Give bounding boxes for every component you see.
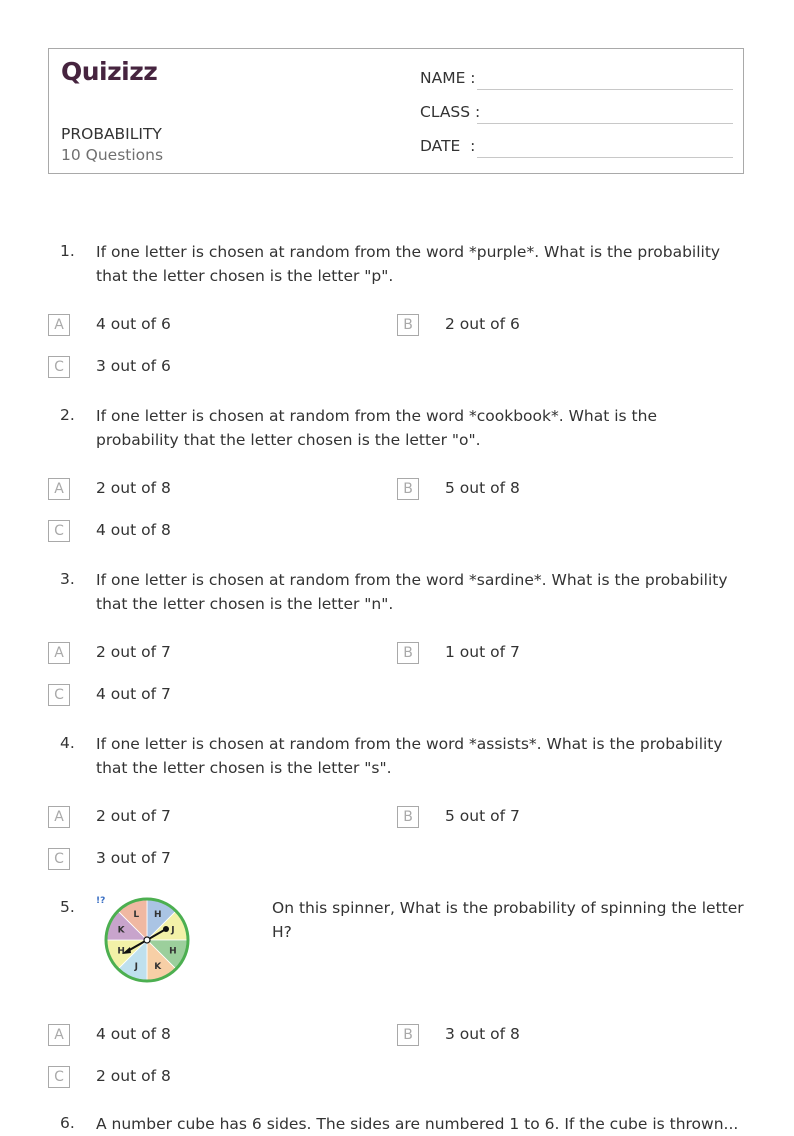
option-a-box[interactable]: A bbox=[48, 1024, 70, 1046]
option-a-text: 4 out of 6 bbox=[96, 315, 171, 333]
question-text: If one letter is chosen at random from the word *sardine*. What is the probability that the letter chosen is the letter "n". bbox=[96, 571, 728, 613]
option-b-box[interactable]: B bbox=[397, 314, 419, 336]
date-label: DATE : bbox=[420, 137, 476, 155]
option-a-text: 2 out of 7 bbox=[96, 807, 171, 825]
spinner-slice-label: H bbox=[117, 946, 125, 957]
option-b-box[interactable]: B bbox=[397, 642, 419, 664]
worksheet-header bbox=[48, 48, 744, 174]
question-number: 1. bbox=[60, 242, 75, 260]
question-number: 5. bbox=[60, 898, 75, 916]
question-text: A number cube has 6 sides. The sides are numbered 1 to 6. If the cube is thrown... bbox=[96, 1115, 739, 1133]
spinner-arrow-knob bbox=[163, 926, 169, 932]
option-b-text: 1 out of 7 bbox=[445, 643, 520, 661]
option-a-box[interactable]: A bbox=[48, 806, 70, 828]
spinner-slice-label: L bbox=[133, 910, 140, 921]
spinner-slice-label: K bbox=[154, 961, 162, 972]
option-c-box[interactable]: C bbox=[48, 520, 70, 542]
spinner-slice-label: J bbox=[171, 925, 175, 936]
question-text: If one letter is chosen at random from the word *purple*. What is the probability that the letter chosen is the letter "p". bbox=[96, 243, 721, 285]
spinner-image bbox=[96, 893, 196, 985]
option-a-text: 2 out of 8 bbox=[96, 479, 171, 497]
option-c-box[interactable]: C bbox=[48, 1066, 70, 1088]
name-label: NAME : bbox=[420, 69, 476, 87]
option-b-text: 3 out of 8 bbox=[445, 1025, 520, 1043]
option-b-text: 5 out of 8 bbox=[445, 479, 520, 497]
spinner-slice-label: K bbox=[117, 925, 125, 936]
class-label: CLASS : bbox=[420, 103, 481, 121]
option-b-box[interactable]: B bbox=[397, 806, 419, 828]
option-a-box[interactable]: A bbox=[48, 314, 70, 336]
option-c-text: 3 out of 7 bbox=[96, 849, 171, 867]
option-a-text: 2 out of 7 bbox=[96, 643, 171, 661]
question-number: 2. bbox=[60, 406, 75, 424]
class-line bbox=[477, 123, 733, 124]
option-c-text: 4 out of 7 bbox=[96, 685, 171, 703]
question-number: 6. bbox=[60, 1114, 75, 1132]
option-a-box[interactable]: A bbox=[48, 642, 70, 664]
spinner-slice-label: J bbox=[134, 961, 138, 972]
spinner-slice-label: H bbox=[153, 910, 162, 921]
option-a-text: 4 out of 8 bbox=[96, 1025, 171, 1043]
option-c-text: 2 out of 8 bbox=[96, 1067, 171, 1085]
question-number: 4. bbox=[60, 734, 75, 752]
date-line bbox=[477, 157, 733, 158]
name-line bbox=[477, 89, 733, 90]
worksheet-title: PROBABILITY bbox=[61, 125, 162, 143]
question-text: If one letter is chosen at random from the word *assists*. What is the probability that the letter chosen is the letter "s". bbox=[96, 735, 723, 777]
option-c-box[interactable]: C bbox=[48, 684, 70, 706]
option-a-box[interactable]: A bbox=[48, 478, 70, 500]
question-count: 10 Questions bbox=[61, 146, 164, 164]
option-c-box[interactable]: C bbox=[48, 848, 70, 870]
spinner-corner-mark: !? bbox=[96, 896, 106, 906]
option-c-text: 3 out of 6 bbox=[96, 357, 171, 375]
option-b-text: 2 out of 6 bbox=[445, 315, 520, 333]
spinner-slice-label: H bbox=[169, 946, 177, 957]
question-number: 3. bbox=[60, 570, 75, 588]
option-c-box[interactable]: C bbox=[48, 356, 70, 378]
quizizz-logo: Quizizz bbox=[61, 57, 158, 86]
question-text: If one letter is chosen at random from the word *cookbook*. What is the probability that the letter chosen is the letter "o". bbox=[96, 407, 657, 449]
option-b-box[interactable]: B bbox=[397, 478, 419, 500]
option-b-text: 5 out of 7 bbox=[445, 807, 520, 825]
spinner-hub bbox=[144, 937, 150, 943]
question-text: On this spinner, What is the probability of spinning the letter H? bbox=[272, 899, 744, 941]
option-c-text: 4 out of 8 bbox=[96, 521, 171, 539]
option-b-box[interactable]: B bbox=[397, 1024, 419, 1046]
